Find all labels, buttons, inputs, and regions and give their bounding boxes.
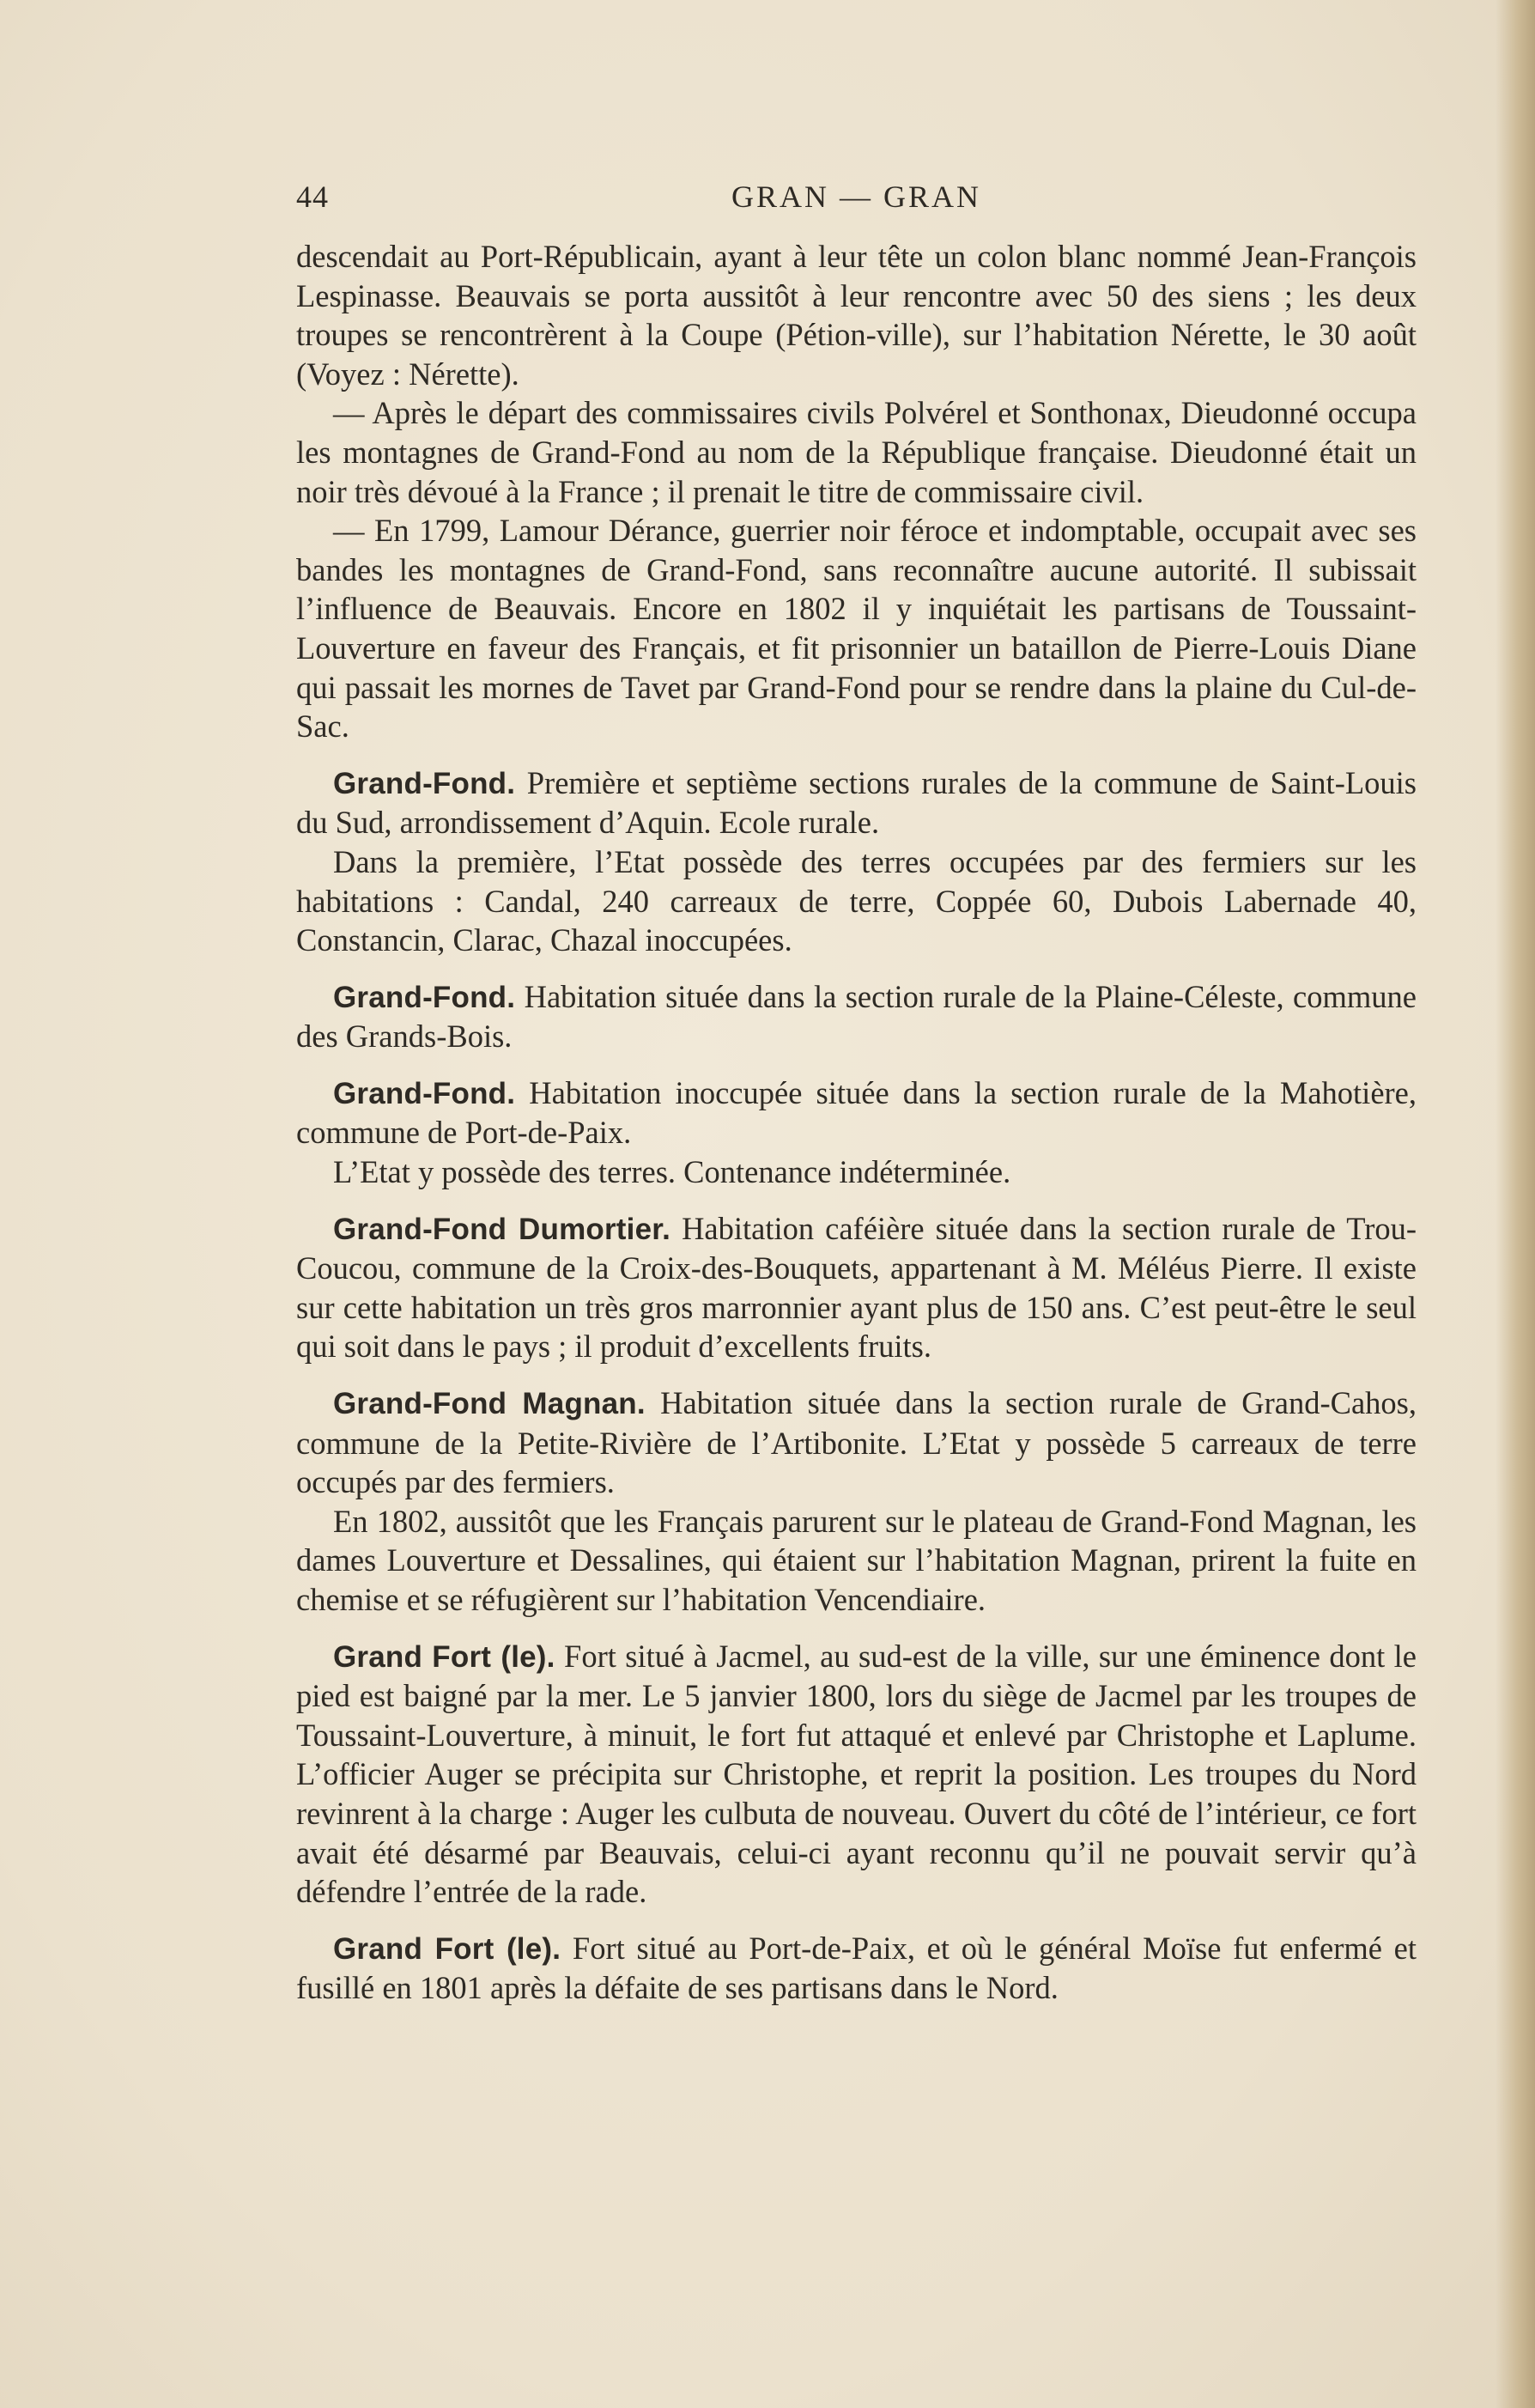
entry-grand-fort-jacmel (296, 1637, 1417, 1912)
entry-extra: En 1802, aussitôt que les Français parurent sur le plateau de Grand-Fond Magnan, les dames Louverture et Dessalines, qui étaient sur l’habitation Magnan, prirent la fuite en chemise et se réfugièrent sur l’habitation Vencendiaire. (296, 1503, 1417, 1617)
entry-headword: Grand-Fond. (333, 980, 516, 1014)
entry-text: Habitation située dans la section rurale de la Plaine-Céleste, commune des Grands-Bois. (296, 978, 1417, 1055)
entry-headword: Grand-Fond Magnan. (333, 1387, 646, 1421)
entry-headword: Grand-Fond. (333, 766, 516, 800)
entry-text: Habitation caféière située dans la section rurale de Trou-Coucou, commune de la Croix-des-Bouquets, appartenant à M. Méléus Pierre. Il existe sur cette habitation un très gros marronnier ayant plus de 150 ans. C’est peut-être le seul qui soit dans le pays ; il produit d’excellents fruits. (296, 1210, 1417, 1365)
entry-headword: Grand Fort (le). (333, 1931, 561, 1966)
entry-grand-fond-saint-louis (296, 763, 1417, 960)
entry-headword: Grand-Fond. (333, 1076, 516, 1110)
entry-headword: Grand-Fond Dumortier. (333, 1212, 671, 1246)
intro-paragraph: descendait au Port-Républicain, ayant à leur tête un colon blanc nommé Jean-François Lespinasse. Beauvais se porta aussitôt à leur rencontre avec 50 des siens ; les deux troupes se rencontrèrent à la Coupe (Pétion-ville), sur l’habitation Nérette, le 30 août (Voyez : Nérette). (296, 239, 1417, 392)
entry-text: Habitation inoccupée située dans la section rurale de la Mahotière, commune de Port-de-Paix. (296, 1074, 1417, 1151)
page-header (296, 179, 1417, 222)
entry-headword: Grand Fort (le). (333, 1639, 555, 1674)
intro-paragraph: — Après le départ des commissaires civils Polvérel et Sonthonax, Dieudonné occupa les montagnes de Grand-Fond au nom de la République française. Dieudonné était un noir très dévoué à la France ; il prenait le titre de commissaire civil. (296, 395, 1417, 509)
entry-extra: Dans la première, l’Etat possède des terres occupées par des fermiers sur les habitations : Candal, 240 carreaux de terre, Coppée 60, Dubois Labernade 40, Constancin, Clarac, Chazal inoccupées. (296, 843, 1417, 958)
entry-grand-fort-port-de-paix (296, 1929, 1417, 2008)
entry-grand-fond-mahotiere (296, 1073, 1417, 1192)
entry-text: Habitation située dans la section rurale de Grand-Cahos, commune de la Petite-Rivière de l’Artibonite. L’Etat y possède 5 carreaux de terre occupés par des fermiers. (296, 1385, 1417, 1500)
page-body (296, 237, 1417, 2008)
entry-extra: L’Etat y possède des terres. Contenance indéterminée. (333, 1154, 1011, 1190)
entry-text: Première et septième sections rurales de la commune de Saint-Louis du Sud, arrondissement d’Aquin. Ecole rurale. (296, 764, 1417, 841)
page-number: 44 (296, 179, 329, 214)
page-edge-shadow (1496, 0, 1535, 2408)
entry-grand-fond-plaine-celeste (296, 977, 1417, 1056)
entry-text: Fort situé au Port-de-Paix, et où le général Moïse fut enfermé et fusillé en 1801 après la défaite de ses partisans dans le Nord. (296, 1930, 1417, 2006)
entry-grand-fond-magnan (296, 1383, 1417, 1620)
intro-paragraph: — En 1799, Lamour Dérance, guerrier noir féroce et indomptable, occupait avec ses bandes les montagnes de Grand-Fond, sans reconnaître aucune autorité. Il subissait l’influence de Beauvais. Encore en 1802 il y inquiétait les partisans de Toussaint-Louverture en faveur des Français, et fit prisonnier un bataillon de Pierre-Louis Diane qui passait les mornes de Tavet par Grand-Fond pour se rendre dans la plaine du Cul-de-Sac. (296, 513, 1417, 745)
entry-text: Fort situé à Jacmel, au sud-est de la ville, sur une éminence dont le pied est baigné par la mer. Le 5 janvier 1800, lors du siège de Jacmel par les troupes de Toussaint-Louverture, à minuit, le fort fut attaqué et enlevé par Christophe et Laplume. L’officier Auger se précipita sur Christophe, et reprit la position. Les troupes du Nord revinrent à la charge : Auger les culbuta de nouveau. Ouvert du côté de l’intérieur, ce fort avait été désarmé par Beauvais, celui-ci ayant reconnu qu’il ne pouvait servir qu’à défendre l’entrée de la rade. (296, 1638, 1417, 1910)
entry-grand-fond-dumortier (296, 1209, 1417, 1366)
running-head: GRAN — GRAN (731, 179, 981, 214)
